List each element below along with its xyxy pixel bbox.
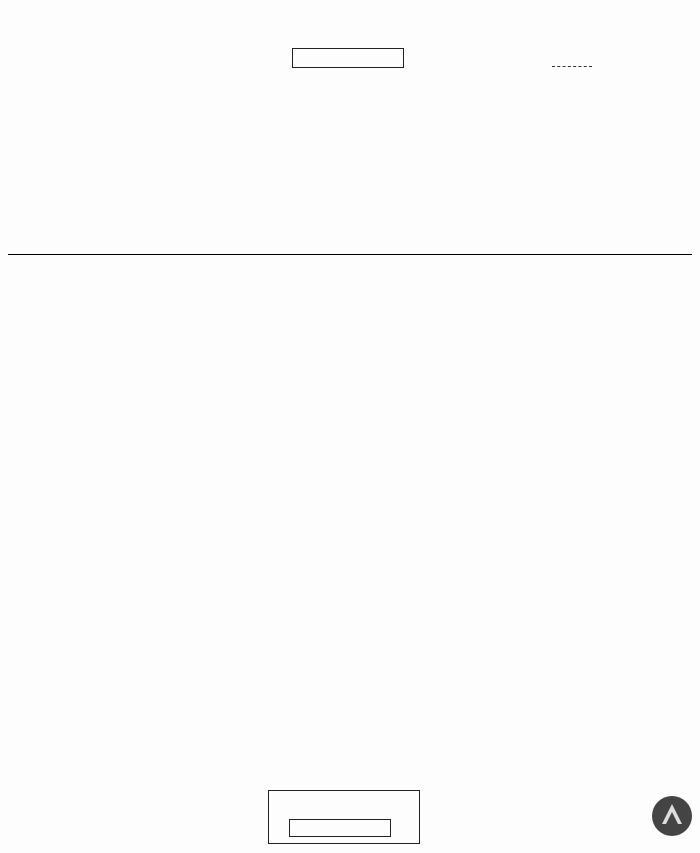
classification-box — [292, 48, 404, 68]
priority-line — [552, 66, 592, 67]
watermark — [446, 790, 696, 842]
archive-logo-icon — [650, 794, 694, 838]
footer-classification-label — [289, 819, 391, 837]
footer-classification-box — [268, 790, 420, 844]
header-divider — [8, 254, 692, 255]
